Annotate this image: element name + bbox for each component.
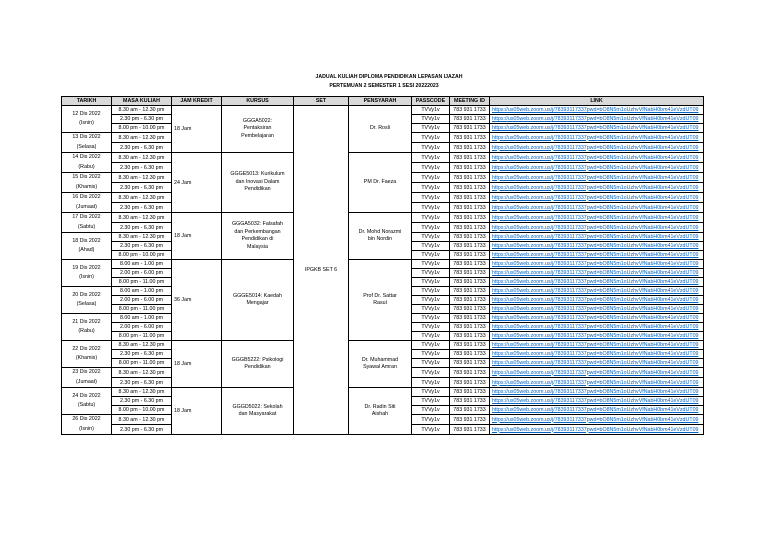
credit-hours-cell <box>172 260 222 341</box>
cell-line: 19 Dis 2022 <box>72 264 101 271</box>
cell-line: Pentaksiran <box>243 125 272 132</box>
passcode-cell: TVVy1v <box>412 153 450 163</box>
time-cell: 8.30 am - 12.30 pm <box>112 106 172 115</box>
zoom-link[interactable]: https://us05web.zoom.us/j/78393117337pwd=bO8N5m1oUzhvVfNabH0bm41eVzdUT09 <box>490 133 704 143</box>
time-cell: 2.30 pm - 6.30 pm <box>112 143 172 153</box>
time-cell: 8.30 am - 12.30 pm <box>112 233 172 242</box>
course-cell <box>222 153 294 213</box>
cell-line: 12 Dis 2022 <box>72 110 101 117</box>
cell-line: GGGE5013: Kurikulum <box>230 171 285 178</box>
date-cell <box>62 260 112 287</box>
time-cell: 2.30 pm - 6.30 pm <box>112 378 172 388</box>
meeting-id-cell: 783 931 1733 <box>450 350 490 359</box>
meeting-id-cell: 783 931 1733 <box>450 115 490 124</box>
zoom-link[interactable]: https://us05web.zoom.us/j/78393117337pwd=bO8N5m1oUzhvVfNabH0bm41eVzdUT09 <box>490 296 704 305</box>
passcode-cell: TVVy1v <box>412 242 450 251</box>
cell-line: (Isnin) <box>79 274 94 280</box>
meeting-id-cell: 783 931 1733 <box>450 378 490 388</box>
passcode-cell: TVVy1v <box>412 163 450 173</box>
zoom-link[interactable]: https://us05web.zoom.us/j/78393117337pwd=bO8N5m1oUzhvVfNabH0bm41eVzdUT09 <box>490 153 704 163</box>
time-cell: 8.00 pm - 10.00 pm <box>112 406 172 415</box>
cell-line: (Rabu) <box>78 163 95 170</box>
passcode-cell: TVVy1v <box>412 115 450 124</box>
meeting-id-cell: 783 931 1733 <box>450 143 490 153</box>
meeting-id-cell: 783 931 1733 <box>450 397 490 406</box>
lecturer-cell <box>349 106 412 153</box>
time-cell: 8.00 pm - 11.00 pm <box>112 278 172 287</box>
passcode-cell: TVVy1v <box>412 193 450 203</box>
header-tarikh: TARIKH <box>62 97 112 106</box>
zoom-link[interactable]: https://us05web.zoom.us/j/78393117337pwd=bO8N5m1oUzhvVfNabH0bm41eVzdUT09 <box>490 260 704 269</box>
meeting-id-cell: 783 931 1733 <box>450 163 490 173</box>
cell-line: 24 Dis 2022 <box>72 392 101 399</box>
cell-line: 21 Dis 2022 <box>72 318 101 325</box>
cell-line: 14 Dis 2022 <box>72 154 101 160</box>
cell-line: (Rabu) <box>78 328 95 334</box>
cell-line: GGGD5022: Sekolah <box>232 403 283 410</box>
time-cell: 2.30 pm - 6.30 pm <box>112 163 172 173</box>
passcode-cell: TVVy1v <box>412 378 450 388</box>
zoom-link[interactable]: https://us05web.zoom.us/j/78393117337pwd=bO8N5m1oUzhvVfNabH0bm41eVzdUT09 <box>490 242 704 251</box>
cell-line: 15 Dis 2022 <box>72 174 101 180</box>
cell-line: (Isnin) <box>79 425 94 432</box>
header-link: LINK <box>490 97 704 106</box>
meeting-id-cell: 783 931 1733 <box>450 233 490 242</box>
cell-line: 18 Jam <box>174 126 192 132</box>
time-cell: 2.30 pm - 6.30 pm <box>112 115 172 124</box>
cell-line: Pendidikan di <box>241 236 274 242</box>
cell-line: 23 Dis 2022 <box>72 369 101 375</box>
passcode-cell: TVVy1v <box>412 213 450 223</box>
cell-line: 18 Jam <box>174 361 192 367</box>
cell-line: Mengajar <box>246 300 269 306</box>
course-cell <box>222 388 294 435</box>
cell-line: (Sabtu) <box>77 402 96 408</box>
date-cell <box>62 153 112 173</box>
zoom-link[interactable]: https://us05web.zoom.us/j/78393117337pwd=bO8N5m1oUzhvVfNabH0bm41eVzdUT09 <box>490 251 704 260</box>
time-cell: 8.30 am - 12.30 pm <box>112 213 172 223</box>
passcode-cell: TVVy1v <box>412 350 450 359</box>
cell-line: (Khamis) <box>75 355 98 361</box>
meeting-id-cell: 783 931 1733 <box>450 203 490 213</box>
passcode-cell: TVVy1v <box>412 425 450 435</box>
time-cell: 2.30 pm - 6.30 pm <box>112 223 172 233</box>
document-subtitle: PERTEMUAN 2 SEMESTER 1 SESI 20222023 <box>329 83 439 89</box>
course-cell <box>222 106 294 153</box>
meeting-id-cell: 783 931 1733 <box>450 314 490 323</box>
zoom-link[interactable]: https://us05web.zoom.us/j/78393117337pwd=bO8N5m1oUzhvVfNabH0bm41eVzdUT09 <box>490 388 704 397</box>
passcode-cell: TVVy1v <box>412 305 450 314</box>
time-cell: 2.30 pm - 6.30 pm <box>112 242 172 251</box>
meeting-id-cell: 783 931 1733 <box>450 251 490 260</box>
passcode-cell: TVVy1v <box>412 406 450 415</box>
date-cell <box>62 133 112 153</box>
passcode-cell: TVVy1v <box>412 143 450 153</box>
zoom-link[interactable]: https://us05web.zoom.us/j/78393117337pwd=bO8N5m1oUzhvVfNabH0bm41eVzdUT09 <box>490 143 704 153</box>
time-cell: 8.00 am - 1.00 pm <box>112 314 172 323</box>
time-cell: 8.00 pm - 10.00 pm <box>112 251 172 260</box>
date-cell <box>62 287 112 314</box>
meeting-id-cell: 783 931 1733 <box>450 193 490 203</box>
passcode-cell: TVVy1v <box>412 203 450 213</box>
zoom-link[interactable]: https://us05web.zoom.us/j/78393117337pwd=bO8N5m1oUzhvVfNabH0bm41eVzdUT09 <box>490 359 704 368</box>
header-masa-kuliah: MASA KULIAH <box>112 97 172 106</box>
date-cell <box>62 233 112 260</box>
header-set: SET <box>294 97 349 106</box>
cell-line: (Selasa) <box>76 301 97 307</box>
time-cell: 2.30 pm - 6.30 pm <box>112 350 172 359</box>
zoom-link[interactable]: https://us05web.zoom.us/j/78393117337pwd=bO8N5m1oUzhvVfNabH0bm41eVzdUT09 <box>490 368 704 378</box>
credit-hours-cell <box>172 388 222 435</box>
meeting-id-cell: 783 931 1733 <box>450 287 490 296</box>
zoom-link[interactable]: https://us05web.zoom.us/j/78393117337pwd=bO8N5m1oUzhvVfNabH0bm41eVzdUT09 <box>490 278 704 287</box>
cell-line: Pembelajaran <box>241 132 274 139</box>
meeting-id-cell: 783 931 1733 <box>450 368 490 378</box>
cell-line: 18 Jam <box>174 408 192 414</box>
meeting-id-cell: 783 931 1733 <box>450 213 490 223</box>
zoom-link[interactable]: https://us05web.zoom.us/j/78393117337pwd=bO8N5m1oUzhvVfNabH0bm41eVzdUT09 <box>490 213 704 223</box>
passcode-cell: TVVy1v <box>412 106 450 115</box>
time-cell: 2.30 pm - 6.30 pm <box>112 397 172 406</box>
course-cell <box>222 213 294 260</box>
time-cell: 2.30 pm - 6.30 pm <box>112 203 172 213</box>
document-titles <box>0 73 768 91</box>
date-cell <box>62 341 112 368</box>
cell-line: 17 Dis 2022 <box>72 214 101 220</box>
passcode-cell: TVVy1v <box>412 233 450 242</box>
meeting-id-cell: 783 931 1733 <box>450 106 490 115</box>
header-passcode: PASSCODE <box>412 97 450 106</box>
credit-hours-cell <box>172 153 222 213</box>
passcode-cell: TVVy1v <box>412 223 450 233</box>
schedule-body <box>62 106 704 435</box>
meeting-id-cell: 783 931 1733 <box>450 406 490 415</box>
cell-line: (Ahad) <box>78 247 95 253</box>
cell-line: (Jumaat) <box>76 203 97 210</box>
zoom-link[interactable]: https://us05web.zoom.us/j/78393117337pwd=bO8N5m1oUzhvVfNabH0bm41eVzdUT09 <box>490 193 704 203</box>
meeting-id-cell: 783 931 1733 <box>450 269 490 278</box>
meeting-id-cell: 783 931 1733 <box>450 133 490 143</box>
cell-line: GGGA5032: Falsafah <box>232 221 283 227</box>
credit-hours-cell <box>172 106 222 153</box>
zoom-link[interactable]: https://us05web.zoom.us/j/78393117337pwd=bO8N5m1oUzhvVfNabH0bm41eVzdUT09 <box>490 163 704 173</box>
zoom-link[interactable]: https://us05web.zoom.us/j/78393117337pwd=bO8N5m1oUzhvVfNabH0bm41eVzdUT09 <box>490 415 704 425</box>
time-cell: 8.30 am - 12.30 pm <box>112 193 172 203</box>
meeting-id-cell: 783 931 1733 <box>450 296 490 305</box>
cell-line: GGGB5222: Psikologi <box>231 356 284 363</box>
cell-line: 18 Jam <box>174 233 192 239</box>
cell-line: (Khamis) <box>75 183 98 190</box>
time-cell: 8.30 am - 12.30 pm <box>112 368 172 378</box>
meeting-id-cell: 783 931 1733 <box>450 173 490 183</box>
meeting-id-cell: 783 931 1733 <box>450 242 490 251</box>
time-cell: 8.00 pm - 11.00 pm <box>112 305 172 314</box>
time-cell: 2.00 pm - 6.00 pm <box>112 269 172 278</box>
zoom-link[interactable]: https://us05web.zoom.us/j/78393117337pwd=bO8N5m1oUzhvVfNabH0bm41eVzdUT09 <box>490 115 704 124</box>
table-row <box>62 260 704 269</box>
header-kursus: KURSUS <box>222 97 294 106</box>
cell-line: Syawal Amran <box>363 364 397 370</box>
time-cell: 8.00 am - 1.00 pm <box>112 287 172 296</box>
zoom-link[interactable]: https://us05web.zoom.us/j/78393117337pwd=bO8N5m1oUzhvVfNabH0bm41eVzdUT09 <box>490 406 704 415</box>
passcode-cell: TVVy1v <box>412 260 450 269</box>
credit-hours-cell <box>172 341 222 388</box>
meeting-id-cell: 783 931 1733 <box>450 341 490 350</box>
passcode-cell: TVVy1v <box>412 388 450 397</box>
passcode-cell: TVVy1v <box>412 314 450 323</box>
zoom-link[interactable]: https://us05web.zoom.us/j/78393117337pwd=bO8N5m1oUzhvVfNabH0bm41eVzdUT09 <box>490 425 704 435</box>
passcode-cell: TVVy1v <box>412 183 450 193</box>
zoom-link[interactable]: https://us05web.zoom.us/j/78393117337pwd=bO8N5m1oUzhvVfNabH0bm41eVzdUT09 <box>490 106 704 115</box>
date-cell <box>62 173 112 193</box>
time-cell: 8.00 am - 1.00 pm <box>112 260 172 269</box>
zoom-link[interactable]: https://us05web.zoom.us/j/78393117337pwd=bO8N5m1oUzhvVfNabH0bm41eVzdUT09 <box>490 332 704 341</box>
zoom-link[interactable]: https://us05web.zoom.us/j/78393117337pwd=bO8N5m1oUzhvVfNabH0bm41eVzdUT09 <box>490 287 704 296</box>
time-cell: 8.30 am - 12.30 pm <box>112 173 172 183</box>
cell-line: GGGA5022: <box>242 117 273 124</box>
passcode-cell: TVVy1v <box>412 323 450 332</box>
meeting-id-cell: 783 931 1733 <box>450 260 490 269</box>
header-row <box>62 97 704 106</box>
date-cell <box>62 368 112 388</box>
cell-line: bin Nordin <box>367 236 393 242</box>
zoom-link[interactable]: https://us05web.zoom.us/j/78393117337pwd=bO8N5m1oUzhvVfNabH0bm41eVzdUT09 <box>490 183 704 193</box>
header-pensyarah: PENSYARAH <box>349 97 412 106</box>
meeting-id-cell: 783 931 1733 <box>450 305 490 314</box>
cell-line: Prof Dr. Sattar <box>363 292 397 299</box>
table-row <box>62 388 704 397</box>
set-cell: IPGKB SET 6 <box>294 106 349 435</box>
passcode-cell: TVVy1v <box>412 341 450 350</box>
time-cell: 8.00 pm - 11.00 pm <box>112 359 172 368</box>
meeting-id-cell: 783 931 1733 <box>450 153 490 163</box>
cell-line: (Sabtu) <box>77 223 96 230</box>
course-cell <box>222 341 294 388</box>
zoom-link[interactable]: https://us05web.zoom.us/j/78393117337pwd=bO8N5m1oUzhvVfNabH0bm41eVzdUT09 <box>490 124 704 133</box>
zoom-link[interactable]: https://us05web.zoom.us/j/78393117337pwd=bO8N5m1oUzhvVfNabH0bm41eVzdUT09 <box>490 223 704 233</box>
cell-line: Pendidikan <box>244 186 271 193</box>
zoom-link[interactable]: https://us05web.zoom.us/j/78393117337pwd=bO8N5m1oUzhvVfNabH0bm41eVzdUT09 <box>490 314 704 323</box>
time-cell: 2.00 pm - 6.00 pm <box>112 296 172 305</box>
cell-line: Dr. Rosli <box>369 125 390 132</box>
zoom-link[interactable]: https://us05web.zoom.us/j/78393117337pwd=bO8N5m1oUzhvVfNabH0bm41eVzdUT09 <box>490 350 704 359</box>
passcode-cell: TVVy1v <box>412 359 450 368</box>
cell-line: dan Masyarakat <box>238 411 277 417</box>
date-cell <box>62 388 112 415</box>
meeting-id-cell: 783 931 1733 <box>450 223 490 233</box>
document-title: JADUAL KULIAH DIPLOMA PENDIDIKAN LEPASAN IJAZAH <box>315 74 463 80</box>
date-cell <box>62 193 112 213</box>
passcode-cell: TVVy1v <box>412 415 450 425</box>
lecturer-cell <box>349 341 412 388</box>
cell-line: GGGE5014: Kaedah <box>233 292 282 299</box>
time-cell: 2.00 pm - 6.00 pm <box>112 323 172 332</box>
time-cell: 2.30 pm - 6.30 pm <box>112 183 172 193</box>
meeting-id-cell: 783 931 1733 <box>450 388 490 397</box>
time-cell: 8.30 am - 12.30 pm <box>112 133 172 143</box>
meeting-id-cell: 783 931 1733 <box>450 332 490 341</box>
zoom-link[interactable]: https://us05web.zoom.us/j/78393117337pwd=bO8N5m1oUzhvVfNabH0bm41eVzdUT09 <box>490 378 704 388</box>
passcode-cell: TVVy1v <box>412 368 450 378</box>
cell-line: 18 Dis 2022 <box>72 237 101 244</box>
cell-line: 13 Dis 2022 <box>72 134 101 140</box>
schedule-table <box>61 96 704 435</box>
table-row <box>62 213 704 223</box>
date-cell <box>62 213 112 233</box>
passcode-cell: TVVy1v <box>412 133 450 143</box>
table-row <box>62 341 704 350</box>
meeting-id-cell: 783 931 1733 <box>450 183 490 193</box>
cell-line: dan Perkembangan <box>234 228 281 235</box>
meeting-id-cell: 783 931 1733 <box>450 323 490 332</box>
date-cell <box>62 106 112 133</box>
zoom-link[interactable]: https://us05web.zoom.us/j/78393117337pwd=bO8N5m1oUzhvVfNabH0bm41eVzdUT09 <box>490 233 704 242</box>
cell-line: PM Dr. Faeza <box>363 178 397 185</box>
zoom-link[interactable]: https://us05web.zoom.us/j/78393117337pwd=bO8N5m1oUzhvVfNabH0bm41eVzdUT09 <box>490 305 704 314</box>
time-cell: 8.00 pm - 11.00 pm <box>112 332 172 341</box>
cell-line: 36 Jam <box>174 297 192 303</box>
meeting-id-cell: 783 931 1733 <box>450 425 490 435</box>
cell-line: Aishah <box>371 411 389 417</box>
time-cell: 8.30 am - 12.30 pm <box>112 415 172 425</box>
lecturer-cell <box>349 388 412 435</box>
time-cell: 2.30 pm - 6.30 pm <box>112 425 172 435</box>
credit-hours-cell <box>172 213 222 260</box>
cell-line: Rasul <box>373 300 387 306</box>
zoom-link[interactable]: https://us05web.zoom.us/j/78393117337pwd=bO8N5m1oUzhvVfNabH0bm41eVzdUT09 <box>490 323 704 332</box>
lecturer-cell <box>349 260 412 341</box>
passcode-cell: TVVy1v <box>412 397 450 406</box>
cell-line: 22 Dis 2022 <box>72 345 101 352</box>
zoom-link[interactable]: https://us05web.zoom.us/j/78393117337pwd=bO8N5m1oUzhvVfNabH0bm41eVzdUT09 <box>490 269 704 278</box>
cell-line: Dr. Muhammad <box>361 356 399 363</box>
course-cell <box>222 260 294 341</box>
cell-line: Dr. Mohd Norazmi <box>358 228 402 235</box>
cell-line: Pendidikan <box>244 364 271 370</box>
passcode-cell: TVVy1v <box>412 332 450 341</box>
zoom-link[interactable]: https://us05web.zoom.us/j/78393117337pwd=bO8N5m1oUzhvVfNabH0bm41eVzdUT09 <box>490 173 704 183</box>
zoom-link[interactable]: https://us05web.zoom.us/j/78393117337pwd=bO8N5m1oUzhvVfNabH0bm41eVzdUT09 <box>490 397 704 406</box>
time-cell: 8.00 pm - 10.00 pm <box>112 124 172 133</box>
table-row <box>62 153 704 163</box>
time-cell: 8.30 am - 12.30 pm <box>112 153 172 163</box>
meeting-id-cell: 783 931 1733 <box>450 359 490 368</box>
meeting-id-cell: 783 931 1733 <box>450 278 490 287</box>
time-cell: 8.30 am - 12.30 pm <box>112 388 172 397</box>
header-jam-kredit: JAM KREDIT <box>172 97 222 106</box>
zoom-link[interactable]: https://us05web.zoom.us/j/78393117337pwd=bO8N5m1oUzhvVfNabH0bm41eVzdUT09 <box>490 341 704 350</box>
lecturer-cell <box>349 153 412 213</box>
passcode-cell: TVVy1v <box>412 278 450 287</box>
cell-line: (Isnin) <box>79 120 94 126</box>
cell-line: Dr. Radin Siti <box>364 403 396 410</box>
passcode-cell: TVVy1v <box>412 251 450 260</box>
meeting-id-cell: 783 931 1733 <box>450 415 490 425</box>
time-cell: 8.30 am - 12.30 pm <box>112 341 172 350</box>
passcode-cell: TVVy1v <box>412 296 450 305</box>
cell-line: (Jumaat) <box>76 378 97 385</box>
header-meeting-id: MEETING ID <box>450 97 490 106</box>
cell-line: 24 Jam <box>174 179 192 186</box>
cell-line: 16 Dis 2022 <box>72 194 101 200</box>
cell-line: Malaysia <box>247 243 268 250</box>
meeting-id-cell: 783 931 1733 <box>450 124 490 133</box>
cell-line: dan Inovasi Dalam <box>235 178 280 185</box>
passcode-cell: TVVy1v <box>412 173 450 183</box>
date-cell <box>62 314 112 341</box>
date-cell <box>62 415 112 435</box>
table-row <box>62 106 704 115</box>
passcode-cell: TVVy1v <box>412 124 450 133</box>
lecturer-cell <box>349 213 412 260</box>
zoom-link[interactable]: https://us05web.zoom.us/j/78393117337pwd=bO8N5m1oUzhvVfNabH0bm41eVzdUT09 <box>490 203 704 213</box>
cell-line: (Selasa) <box>76 143 97 150</box>
passcode-cell: TVVy1v <box>412 287 450 296</box>
passcode-cell: TVVy1v <box>412 269 450 278</box>
cell-line: 20 Dis 2022 <box>72 291 101 298</box>
cell-line: 26 Dis 2022 <box>72 416 101 422</box>
